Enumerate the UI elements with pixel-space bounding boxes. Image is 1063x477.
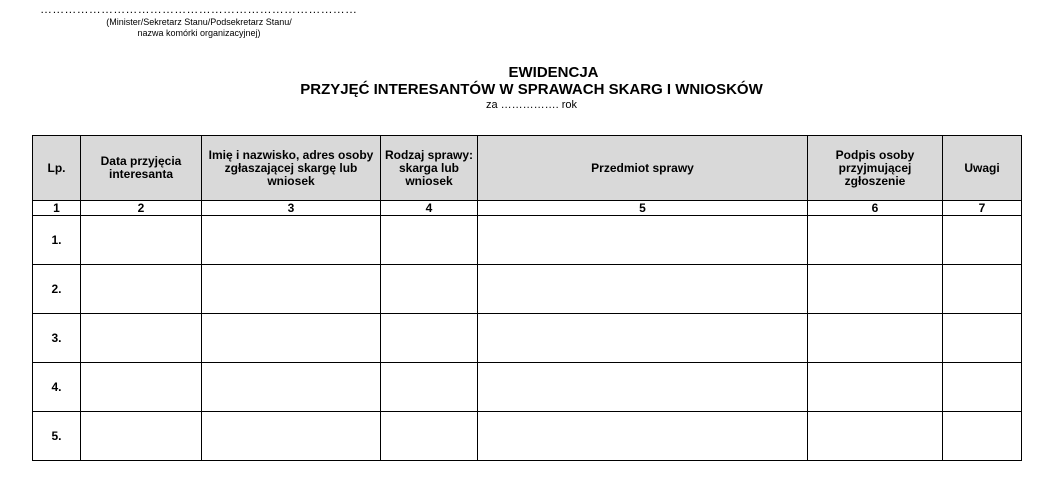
register-table [32, 135, 1022, 461]
column-header-subject: Przedmiot sprawy [478, 136, 808, 201]
table-cell [943, 412, 1022, 461]
column-number: 7 [943, 201, 1022, 216]
table-cell [943, 265, 1022, 314]
document-title: EWIDENCJA [508, 64, 599, 81]
column-number: 2 [81, 201, 202, 216]
table-row [33, 363, 1022, 412]
table-cell [808, 412, 943, 461]
column-header-name-address: Imię i nazwisko, adres osoby zgłaszającej skargę lub wniosek [202, 136, 381, 201]
column-header-remarks: Uwagi [943, 136, 1022, 201]
table-cell [202, 412, 381, 461]
table-cell [943, 216, 1022, 265]
table-row [33, 412, 1022, 461]
table-cell [202, 216, 381, 265]
document-year-line: za ……………. rok [485, 99, 578, 111]
table-cell [81, 412, 202, 461]
table-cell [808, 216, 943, 265]
column-number: 4 [381, 201, 478, 216]
column-number-row [33, 201, 1022, 216]
table-cell [381, 363, 478, 412]
table-row [33, 216, 1022, 265]
table-header-row [33, 136, 1022, 201]
table-cell [478, 412, 808, 461]
table-cell [202, 314, 381, 363]
table-cell [808, 265, 943, 314]
column-number: 5 [478, 201, 808, 216]
row-number: 5. [33, 412, 81, 461]
signature-caption [40, 17, 358, 39]
table-cell [478, 265, 808, 314]
row-number: 1. [33, 216, 81, 265]
table-cell [381, 314, 478, 363]
column-header-date: Data przyjęcia interesanta [81, 136, 202, 201]
table-cell [943, 363, 1022, 412]
table-cell [478, 363, 808, 412]
table-cell [381, 265, 478, 314]
column-number: 1 [33, 201, 81, 216]
document-title-block [0, 64, 1063, 112]
table-cell [202, 265, 381, 314]
row-number: 3. [33, 314, 81, 363]
table-cell [81, 265, 202, 314]
signature-dotted-line: …………………………………………………………………… [40, 2, 358, 16]
column-header-case-type: Rodzaj sprawy: skarga lub wniosek [381, 136, 478, 201]
column-header-lp: Lp. [33, 136, 81, 201]
caption-line-1: (Minister/Sekretarz Stanu/Podsekretarz Stanu/ [106, 17, 292, 27]
table-cell [478, 216, 808, 265]
table-cell [81, 314, 202, 363]
table-row [33, 265, 1022, 314]
row-number: 2. [33, 265, 81, 314]
document-subtitle: PRZYJĘĆ INTERESANTÓW W SPRAWACH SKARG I WNIOSKÓW [300, 81, 763, 98]
table-row [33, 314, 1022, 363]
table-cell [943, 314, 1022, 363]
column-number: 6 [808, 201, 943, 216]
row-number: 4. [33, 363, 81, 412]
table-cell [202, 363, 381, 412]
table-cell [81, 216, 202, 265]
column-header-signature: Podpis osoby przyjmującej zgłoszenie [808, 136, 943, 201]
table-cell [808, 314, 943, 363]
column-number: 3 [202, 201, 381, 216]
table-cell [81, 363, 202, 412]
table-cell [478, 314, 808, 363]
table-cell [381, 412, 478, 461]
table-cell [808, 363, 943, 412]
table-cell [381, 216, 478, 265]
caption-line-2: nazwa komórki organizacyjnej) [137, 28, 261, 38]
